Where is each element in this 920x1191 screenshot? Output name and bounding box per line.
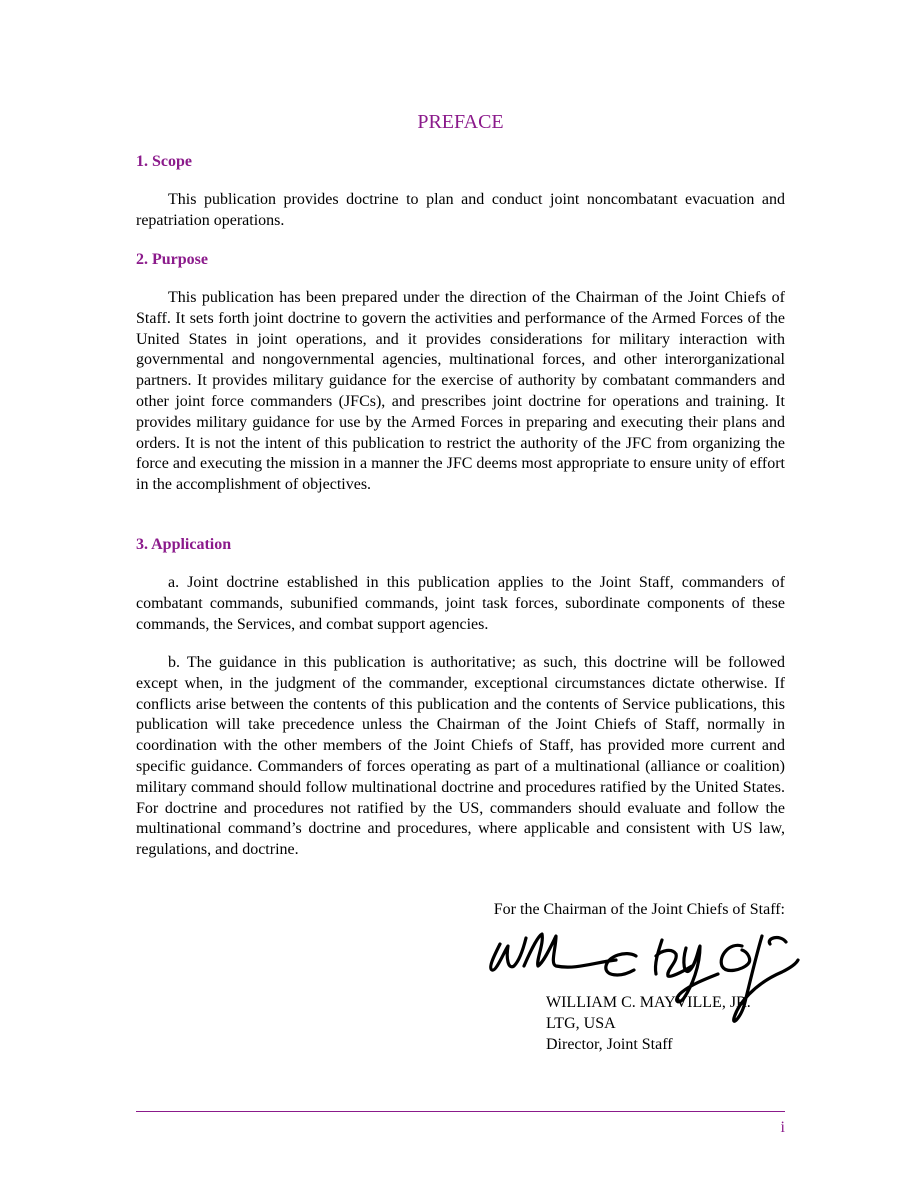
scope-paragraph: This publication provides doctrine to plan and conduct joint noncombatant evacuation and repatriation operations. [136,191,785,229]
application-paragraph-a: a. Joint doctrine established in this publication applies to the Joint Staff, commanders of combatant commands, subunified commands, joint task forces, subordinate components of these commands, the Services, and combat support agencies. [136,574,785,633]
section-heading-purpose: 2. Purpose [136,251,208,268]
application-paragraph-b: b. The guidance in this publication is authoritative; as such, this doctrine will be followed except when, in the judgment of the commander, exceptional circumstances dictate otherwise. If conflicts arise between the contents of this publication and the contents of Service publications, this publication will take precedence unless the Chairman of the Joint Chiefs of Staff, normally in coordination with the other members of the Joint Chiefs of Staff, has provided more current and specific guidance. Commanders of forces operating as part of a multinational (alliance or coalition) military command should follow multinational doctrine and procedures ratified by the United States. For doctrine and procedures not ratified by the US, commanders should evaluate and follow the multinational command’s doctrine and procedures, where applicable and consistent with US law, regulations, and doctrine. [136,654,785,859]
section-heading-application: 3. Application [136,536,232,553]
footer-rule [136,1111,785,1112]
page-number: i [780,1119,785,1136]
handwritten-signature [486,926,802,1034]
closing-line: For the Chairman of the Joint Chiefs of Staff: [493,901,785,918]
signatory-name: WILLIAM C. MAYVILLE, JR. [546,994,751,1011]
section-heading-scope: 1. Scope [136,153,192,170]
signatory-position: Director, Joint Staff [546,1036,673,1053]
page-title: PREFACE [417,111,504,133]
signatory-rank: LTG, USA [546,1015,616,1032]
purpose-paragraph: This publication has been prepared under the direction of the Chairman of the Joint Chiefs of Staff. It sets forth joint doctrine to govern the activities and performance of the Armed Forces of the United States in joint operations, and it provides considerations for military interaction with governmental and nongovernmental agencies, multinational forces, and other interorganizational partners. It provides military guidance for the exercise of authority by combatant commanders and other joint force commanders (JFCs), and prescribes joint doctrine for operations and training. It provides military guidance for use by the Armed Forces in preparing and executing their plans and orders. It is not the intent of this publication to restrict the authority of the JFC from organizing the force and executing the mission in a manner the JFC deems most appropriate to ensure unity of effort in the accomplishment of objectives. [136,289,785,494]
